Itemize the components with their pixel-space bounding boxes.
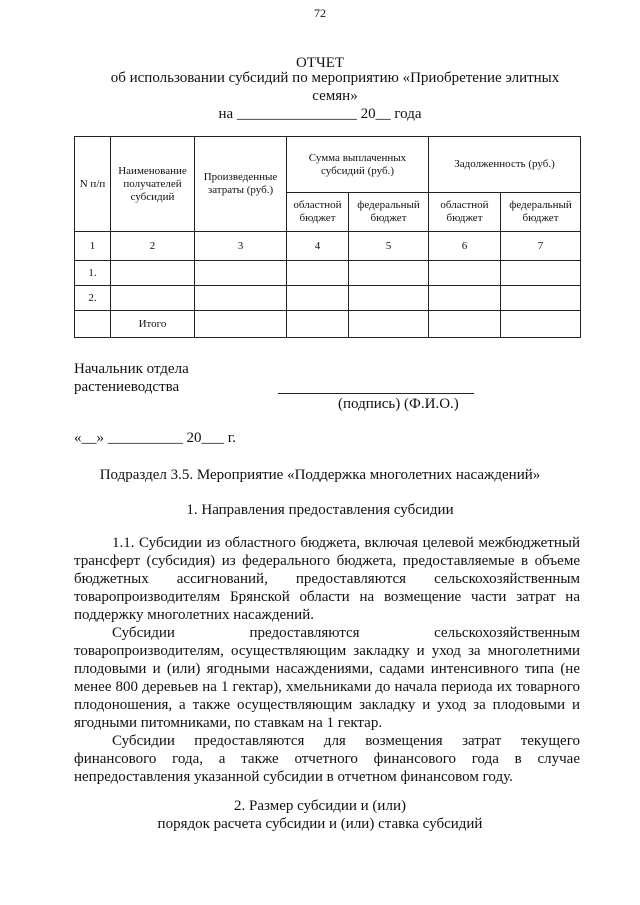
table-cell	[111, 261, 195, 286]
subsection-title: Подраздел 3.5. Мероприятие «Поддержка многолетних насаждений»	[99, 467, 541, 483]
column-number: 4	[287, 232, 349, 261]
row-number: 1.	[75, 261, 111, 286]
signature-date: «__» __________ 20___ г.	[74, 430, 236, 446]
table-cell	[111, 286, 195, 311]
header-expenses: Произведенные затраты (руб.)	[195, 137, 287, 232]
table-cell	[429, 286, 501, 311]
table-cell	[75, 311, 111, 338]
header-num: N п/п	[75, 137, 111, 232]
column-number: 5	[349, 232, 429, 261]
column-number: 6	[429, 232, 501, 261]
header-debt: Задолженность (руб.)	[429, 137, 581, 193]
column-number: 7	[501, 232, 581, 261]
table-cell	[195, 261, 287, 286]
table-cell	[501, 261, 581, 286]
table-cell	[501, 286, 581, 311]
total-row	[75, 311, 581, 338]
paragraph-3: Субсидии предоставляются для возмещения затрат текущего финансового года, а также отчетного финансового года в случае непредоставления указанной субсидии в отчетном финансовом году.	[74, 733, 580, 785]
signature-caption: (подпись) (Ф.И.О.)	[338, 396, 459, 412]
header-debt-regional: областной бюджет	[429, 193, 501, 232]
table-cell	[349, 261, 429, 286]
row-number: 2.	[75, 286, 111, 311]
report-date-line: на ________________ 20__ года	[218, 106, 422, 122]
column-number: 3	[195, 232, 287, 261]
signatory-position: Начальник отдела растениеводства	[74, 361, 189, 395]
table-cell	[429, 311, 501, 338]
table-cell	[501, 311, 581, 338]
section-heading-2-line2: порядок расчета субсидии и (или) ставка субсидий	[157, 816, 483, 832]
header-paid-regional: областной бюджет	[287, 193, 349, 232]
paragraph-1-1: 1.1. Субсидии из областного бюджета, включая целевой межбюджетный трансферт (субсидия) из федерального бюджета, предоставляемые в объеме бюджетных ассигнований, предоставляются сельскохозяйственным товаропроизводителям Брянской области на возмещение части затрат на поддержку многолетних насаждений.	[74, 535, 580, 623]
table-cell	[287, 261, 349, 286]
table-cell	[349, 286, 429, 311]
signature-line	[278, 393, 474, 394]
table-cell	[429, 261, 501, 286]
section-heading-2: 2. Размер субсидии и (или)	[234, 798, 406, 814]
table-cell	[287, 311, 349, 338]
table-cell	[287, 286, 349, 311]
table-cell	[195, 286, 287, 311]
table-row	[75, 286, 581, 311]
header-debt-federal: федеральный бюджет	[501, 193, 581, 232]
paragraph-2: Субсидии предоставляются сельскохозяйственным товаропроизводителям, осуществляющим закладку и уход за многолетними плодовыми и (или) ягодными насаждениями, садами интенсивного типа (не менее 800 деревьев на 1 гектар), хмельниками до начала периода их товарного плодоношения, а также осуществляющим закладку и уход за плодовыми и ягодными питомниками, по ставкам на 1 гектар.	[74, 625, 580, 731]
total-label: Итого	[111, 311, 195, 338]
header-paid: Сумма выплаченных субсидий (руб.)	[287, 137, 429, 193]
page-number: 72	[314, 6, 326, 20]
report-title: ОТЧЕТ	[295, 55, 345, 71]
header-paid-federal: федеральный бюджет	[349, 193, 429, 232]
report-table	[74, 136, 581, 338]
section-heading-1: 1. Направления предоставления субсидии	[186, 502, 454, 518]
table-row	[75, 261, 581, 286]
column-number: 1	[75, 232, 111, 261]
table-cell	[349, 311, 429, 338]
report-subtitle: об использовании субсидий по мероприятию «Приобретение элитных семян»	[110, 70, 560, 104]
column-number: 2	[111, 232, 195, 261]
header-recipient: Наименование получателей субсидий	[111, 137, 195, 232]
table-cell	[195, 311, 287, 338]
